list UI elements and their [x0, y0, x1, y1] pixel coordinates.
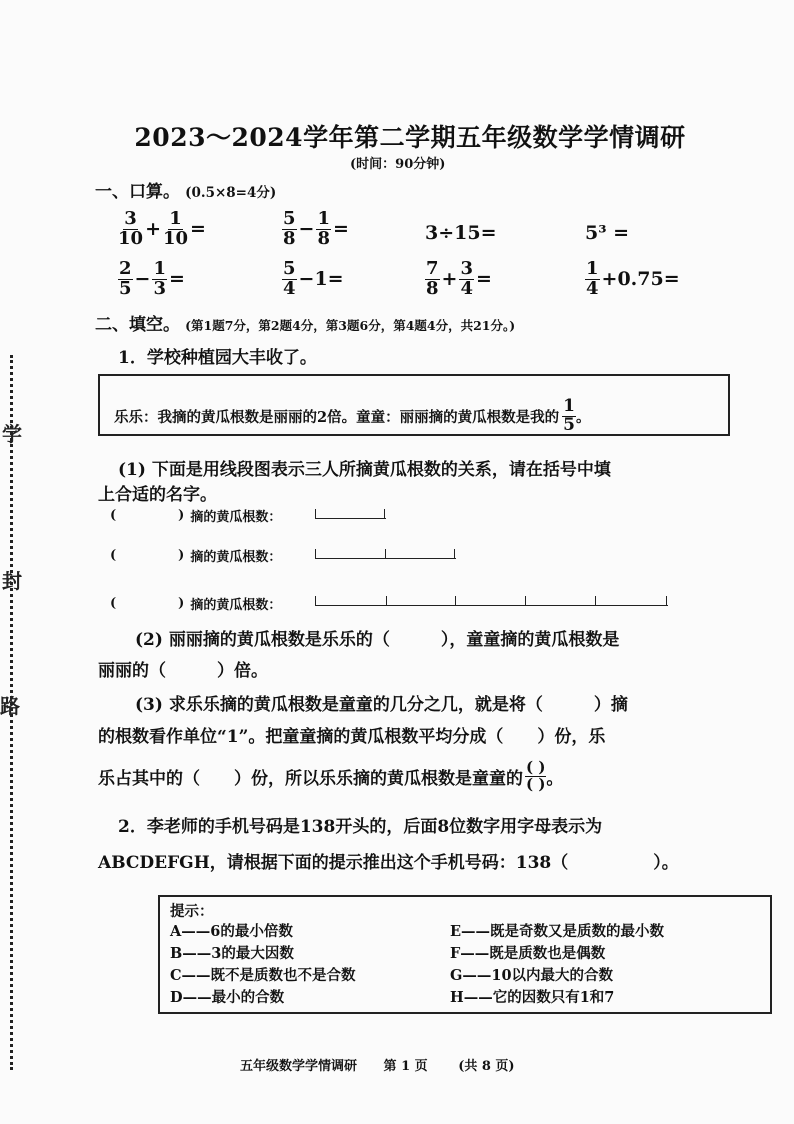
hint-c: C——既不是质数也不是合数 [170, 967, 356, 984]
hint-d: D——最小的合数 [170, 989, 285, 1006]
side-char-3: 路 [0, 694, 20, 718]
segment-row-1: ( ) 摘的黄瓜根数： [110, 508, 282, 525]
q1-2-line1: (2) 丽丽摘的黄瓜根数是乐乐的（ ），童童摘的黄瓜根数是 [135, 630, 620, 650]
segment-line-3 [316, 595, 668, 606]
q2-line2: ABCDEFGH，请根据下面的提示推出这个手机号码：138（ ）。 [98, 853, 679, 873]
q2-line1: 2．李老师的手机号码是138开头的，后面8位数字用字母表示为 [118, 817, 603, 837]
time-note: (时间：90分钟) [350, 157, 446, 172]
q1-3-answer-fraction: $\frac{( )}{( )}$ [526, 758, 546, 793]
hint-f: F——既是质数也是偶数 [450, 945, 606, 962]
hint-title: 提示： [170, 903, 214, 920]
section1-score: (0.5×8=4分) [185, 185, 277, 201]
segment-line-1 [316, 508, 386, 519]
hint-e: E——既是奇数又是质数的最小数 [450, 923, 665, 940]
calc-item-4: 5³ = [585, 222, 630, 244]
dialog-fraction: $\frac{1}{5}$ [563, 396, 575, 435]
segment-line-2 [316, 548, 456, 559]
page-title: 2023～2024学年第二学期五年级数学学情调研 [134, 123, 686, 152]
section2-score: (第1题7分，第2题4分，第3题6分，第4题4分，共21分。) [185, 318, 516, 333]
side-char-1: 学 [2, 422, 22, 446]
q1-title: 1．学校种植园大丰收了。 [118, 348, 317, 368]
hint-a: A——6的最小倍数 [170, 923, 293, 940]
calc-item-2: $\frac{5}{8}$ − $\frac{1}{8}$ = [283, 208, 349, 249]
footer-total: (共 8 页) [458, 1059, 515, 1074]
calc-item-6: $\frac{5}{4}$ −1= [283, 258, 344, 299]
q1-1-line2: 上合适的名字。 [98, 485, 217, 505]
q1-3-line2: 的根数看作单位“1”。把童童摘的黄瓜根数平均分成（ ）份，乐 [98, 727, 606, 747]
q1-1-line1: (1) 下面是用线段图表示三人所摘黄瓜根数的关系，请在括号中填 [118, 460, 611, 480]
footer [240, 1055, 515, 1074]
hint-box [158, 895, 772, 1014]
footer-title: 五年级数学学情调研 [240, 1059, 358, 1074]
hint-b: B——3的最大因数 [170, 945, 294, 962]
dialog-box: 乐乐：我摘的黄瓜根数是丽丽的2倍。童童：丽丽摘的黄瓜根数是我的 $\frac{1}{5}$ 。 [98, 374, 730, 436]
calc-item-7: $\frac{7}{8}$ + $\frac{3}{4}$ = [426, 258, 492, 299]
q1-3-line3: 乐占其中的（ ）份，所以乐乐摘的黄瓜根数是童童的 $\frac{( )}{( )}$ 。 [98, 758, 564, 793]
section2-heading-row [95, 310, 515, 335]
q1-2-line2: 丽丽的（ ）倍。 [98, 661, 268, 681]
section2-heading: 二、填空。 [95, 315, 180, 335]
q1-3-line1: (3) 求乐乐摘的黄瓜根数是童童的几分之几，就是将（ ）摘 [135, 695, 628, 715]
calc-item-8: $\frac{1}{4}$ +0.75= [586, 258, 680, 299]
calc-item-3: 3÷15= [425, 222, 497, 244]
calc-item-5: $\frac{2}{5}$ − $\frac{1}{3}$ = [119, 258, 185, 299]
side-char-2: 封 [2, 569, 22, 593]
hint-h: H——它的因数只有1和7 [450, 989, 615, 1006]
dialog-text: 乐乐：我摘的黄瓜根数是丽丽的2倍。童童：丽丽摘的黄瓜根数是我的 [114, 408, 560, 426]
footer-page: 第 1 页 [383, 1059, 428, 1074]
section1-heading-row [95, 177, 276, 202]
segment-row-3: ( ) 摘的黄瓜根数： [110, 596, 282, 613]
segment-row-2: ( ) 摘的黄瓜根数： [110, 548, 282, 565]
hint-g: G——10以内最大的合数 [450, 967, 614, 984]
calc-item-1: $\frac{3}{10}$ + $\frac{1}{10}$ = [118, 208, 206, 249]
section1-heading: 一、口算。 [95, 182, 180, 202]
